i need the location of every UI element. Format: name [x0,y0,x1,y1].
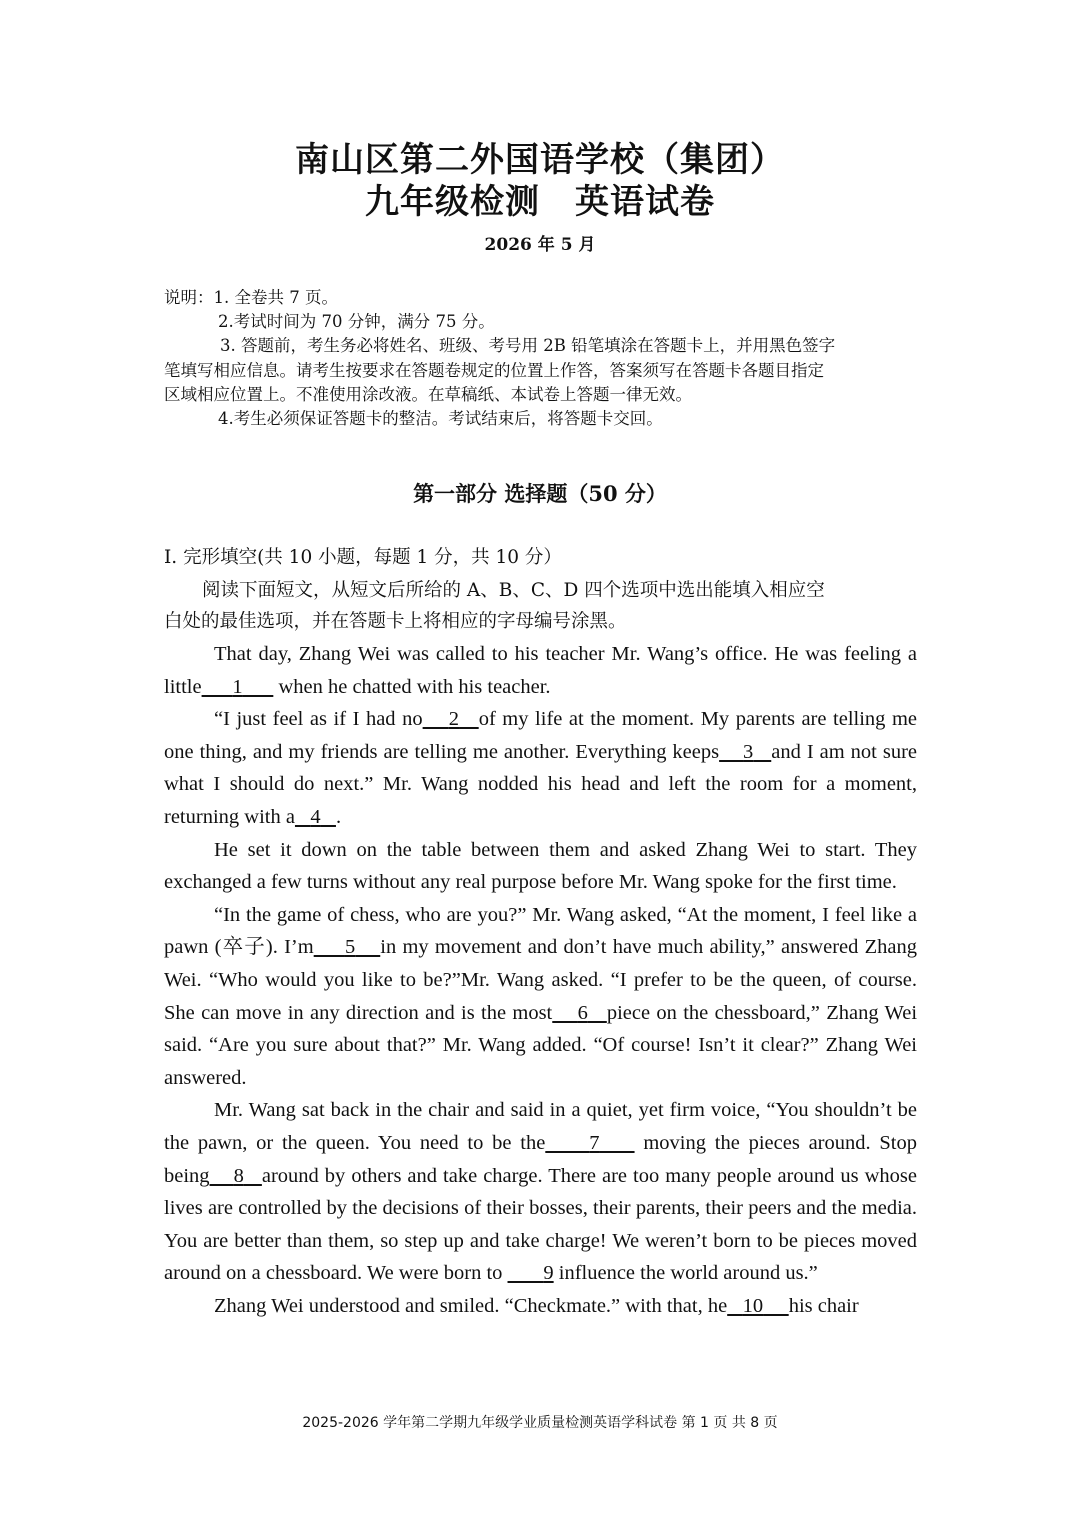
page-footer: 2025-2026 学年第二学期九年级学业质量检测英语学科试卷 第 1 页 共 8 页 [302,1415,778,1431]
paragraph [164,638,917,703]
passage-text: That day, Zhang Wei was called to his teacher Mr. Wang’s office. He was feeling a little [164,643,917,698]
passage-text: of my life at the moment. My parents are telling me one thing, and my friends are telling me another. Everything keeps [164,708,918,763]
passage-text: in my movement and don’t have much ability,” answered Zhang Wei. “Who would you like to be?”Mr. Wang asked. “I prefer to be the queen, of course. She can move in any direction and is the most [164,936,918,1024]
exam-title: 九年级检测 英语试卷 [365,182,715,222]
section-heading: I. 完形填空(共 10 小题，每题 1 分，共 10 分） [164,547,562,568]
passage-text: and I am not sure what I should do next.” Mr. Wang nodded his head and left the room for a moment, returning with a [164,740,918,828]
passage-text: around by others and take charge. There are too many people around us whose lives are controlled by the decisions of their bosses, their parents, their peers and the media. You are better than them, so step up and take charge! We weren’t born to be pieces moved around on a chessboard. We were born to [164,1164,918,1285]
note-3: 3. 答题前，考生务必将姓名、班级、考号用 2B 铅笔填涂在答题卡上，并用黑色签字 [220,336,836,356]
school-title: 南山区第二外国语学校（集团） [295,140,785,180]
blank-9: 9 [543,1262,554,1285]
exam-date: 2026 年 5 月 [484,235,596,255]
cloze-passage [164,638,917,1322]
paragraph [164,703,917,833]
passage-text: moving the pieces around. Stop being [164,1131,918,1187]
paragraph [164,1094,917,1290]
passage-text: piece on the chessboard,” Zhang Wei said. “Are you sure about that?” Mr. Wang added. “Of course! Isn’t it clear?” Zhang Wei answered. [164,1001,918,1089]
passage-text: Zhang Wei understood and smiled. “Checkmate.” with that, he [214,1294,728,1317]
blank-5: 5 [344,936,356,959]
passage-text: “I just feel as if I had no [214,708,423,731]
note-1: 说明：1. 全卷共 7 页。 [164,288,338,307]
section-instruction [164,575,924,637]
paragraph: He set it down on the table between them and asked Zhang Wei to start. They exchanged a few turns without any real purpose before Mr. Wang spoke for the first time. [164,838,917,894]
instructions-notes [164,286,924,431]
note-2: 2.考试时间为 70 分钟，满分 75 分。 [218,312,495,332]
part-title: 第一部分 选择题（50 分） [413,481,667,506]
passage-text: “In the game of chess, who are you?” Mr. Wang asked, “At the moment, I feel like a pawn (卒子). I’m [164,903,917,959]
passage-text: when he chatted with his teacher. [273,675,551,698]
blank-10: 10 [742,1294,764,1317]
blank-1: 1 [232,675,243,698]
paragraph [164,1290,917,1323]
passage-text: Mr. Wang sat back in the chair and said in a quiet, yet firm voice, “You shouldn’t be the pawn, or the queen. You need to be the [164,1099,917,1154]
instruction-line: 阅读下面短文，从短文后所给的 A、B、C、D 四个选项中选出能填入相应空 [202,580,825,601]
blank-7: 7 [589,1131,600,1154]
note-3-cont: 区域相应位置上。不准使用涂改液。在草稿纸、本试卷上答题一律无效。 [164,384,692,404]
blank-8: 8 [233,1164,244,1187]
blank-2: 2 [448,708,460,731]
passage-text: . [335,805,342,828]
passage-text: influence the world around us.” [553,1262,818,1285]
instruction-line: 白处的最佳选项，并在答题卡上将相应的字母编号涂黑。 [164,611,627,632]
blank-6: 6 [577,1001,588,1024]
note-4: 4.考生必须保证答题卡的整洁。考试结束后，将答题卡交回。 [218,409,663,429]
passage-text: his chair [788,1294,859,1317]
note-3-cont: 笔填写相应信息。请考生按要求在答题卷规定的位置上作答，答案须写在答题卡各题目指定 [164,360,824,380]
paragraph [164,899,917,1095]
blank-3: 3 [743,740,754,763]
blank-4: 4 [310,805,321,828]
